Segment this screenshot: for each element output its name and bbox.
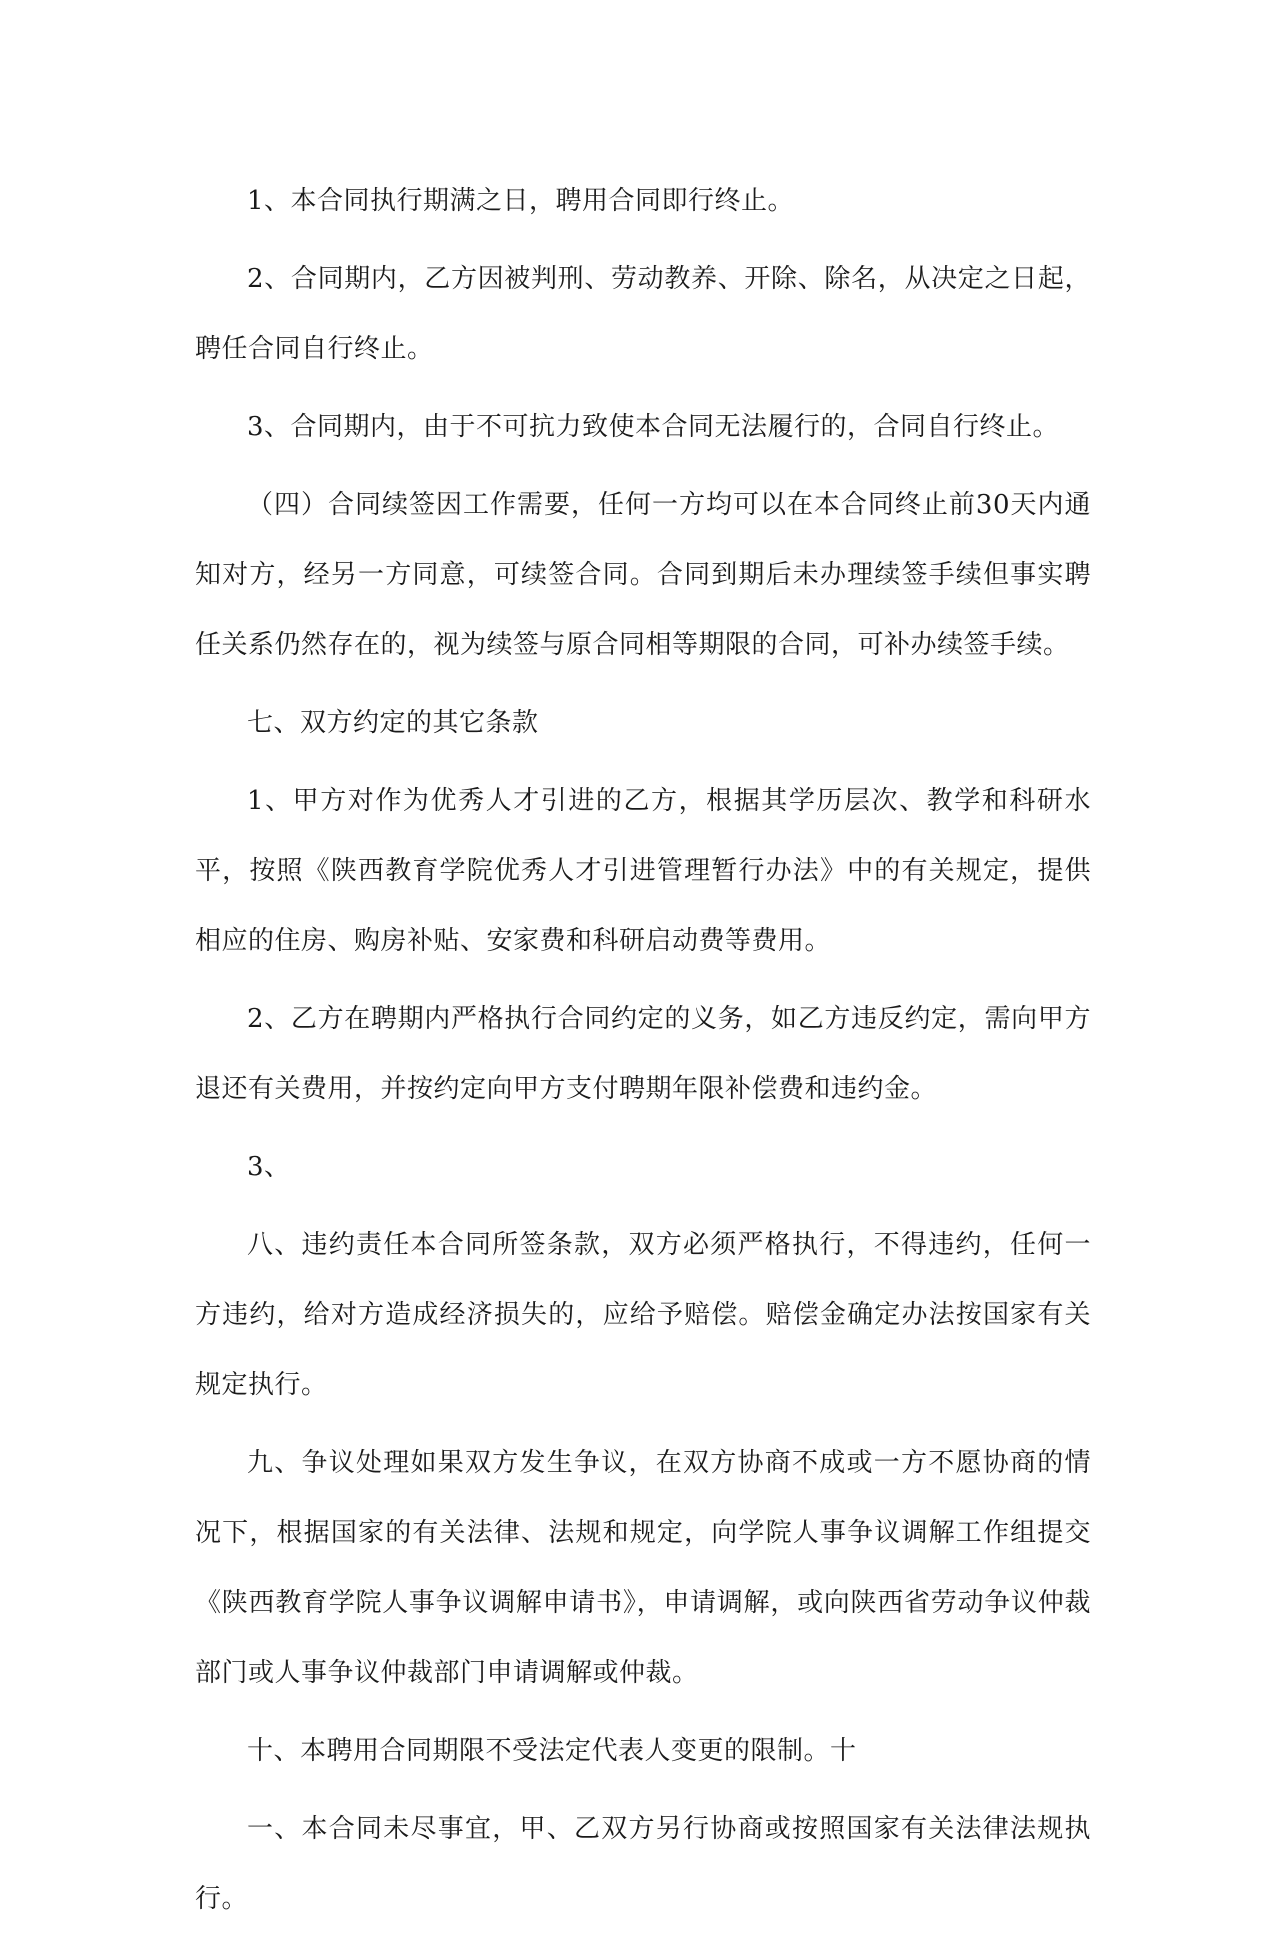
paragraph-unresolved-matters: 一、本合同未尽事宜，甲、乙双方另行协商或按照国家有关法律法规执行。: [195, 1814, 1091, 1914]
paragraph-dispute-resolution: 九、争议处理如果双方发生争议，在双方协商不成或一方不愿协商的情况下，根据国家的有关法律、法规和规定，向学院人事争议调解工作组提交《陕西教育学院人事争议调解申请书》，申请调解，或向陕西省劳动争议仲裁部门或人事争议仲裁部门申请调解或仲裁。: [195, 1448, 1091, 1688]
paragraph-breach-liability: 八、违约责任本合同所签条款，双方必须严格执行，不得违约，任何一方违约，给对方造成经济损失的，应给予赔偿。赔偿金确定办法按国家有关规定执行。: [195, 1230, 1091, 1400]
section-heading-other-terms: 七、双方约定的其它条款: [247, 708, 539, 738]
paragraph-refund-obligation: 2、乙方在聘期内严格执行合同约定的义务，如乙方违反约定，需向甲方退还有关费用，并按约定向甲方支付聘期年限补偿费和违约金。: [195, 1004, 1091, 1104]
paragraph-contract-renewal: （四）合同续签因工作需要，任何一方均可以在本合同终止前30天内通知对方，经另一方同意，可续签合同。合同到期后未办理续签手续但事实聘任关系仍然存在的，视为续签与原合同相等期限的合同，可补办续签手续。: [195, 490, 1091, 660]
paragraph-legal-representative: 十、本聘用合同期限不受法定代表人变更的限制。十: [247, 1736, 857, 1766]
document-body: [195, 166, 1091, 1942]
paragraph-item-3: 3、: [247, 1152, 291, 1182]
paragraph-talent-benefits: 1、甲方对作为优秀人才引进的乙方，根据其学历层次、教学和科研水平，按照《陕西教育学院优秀人才引进管理暂行办法》中的有关规定，提供相应的住房、购房补贴、安家费和科研启动费等费用。: [195, 786, 1091, 956]
paragraph-termination-sentence: 2、合同期内，乙方因被判刑、劳动教养、开除、除名，从决定之日起，聘任合同自行终止。: [195, 264, 1091, 364]
paragraph-termination-expiry: 1、本合同执行期满之日，聘用合同即行终止。: [247, 186, 795, 216]
paragraph-termination-force-majeure: 3、合同期内，由于不可抗力致使本合同无法履行的，合同自行终止。: [247, 412, 1060, 442]
